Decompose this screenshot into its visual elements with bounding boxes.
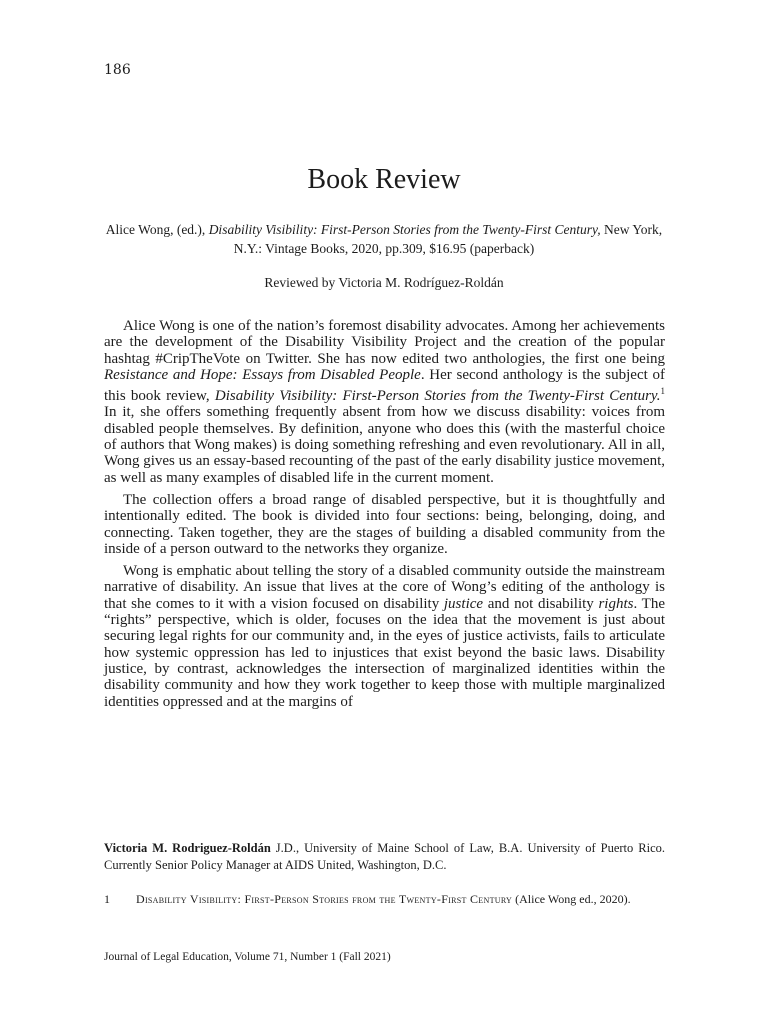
author-note-name: Victoria M. Rodriguez-Roldán (104, 841, 271, 855)
author-note (104, 840, 665, 874)
citation-details: New York, N.Y.: Vintage Books, 2020, pp.309, $16.95 (paperback) (233, 222, 663, 256)
footnote-1 (104, 891, 665, 907)
review-body (104, 318, 665, 716)
p3-italic-rights: rights (598, 595, 634, 612)
author-note-text: J.D., University of Maine School of Law, B.A. University of Puerto Rico. Currently Senior Policy Manager at AIDS United, Washington, D.C. (104, 841, 665, 872)
footnote-rest: (Alice Wong ed., 2020). (512, 892, 631, 906)
p3-text-a: Wong is emphatic about telling the story of a disabled community outside the mainstream narrative of disability. An issue that lives at the core of Wong’s editing of the anthology is that she comes to it with a vision focused on disability (104, 563, 665, 612)
page-number: 186 (104, 62, 131, 78)
p1-italic-title: Resistance and Hope: Essays from Disabled People (104, 366, 421, 383)
p1-italic-book: Disability Visibility: First-Person Stories from the Twenty-First Century. (214, 388, 661, 405)
footnote-text (136, 891, 665, 907)
footnote-title: Disability Visibility: First-Person Stories from the Twenty-First Century (136, 892, 513, 906)
paragraph-2: The collection offers a broad range of disabled perspective, but it is thoughtfully and intentionally edited. The book is divided into four sections: being, belonging, doing, and connecting. Taken together, they are the stages of building a disabled community from the inside of a person outward to the networks they organize. (104, 491, 665, 557)
paragraph-3 (104, 563, 665, 710)
p1-text-e: In it, she offers something frequently absent from how we discuss disability: voices from disabled people themselves. By definition, anyone who does this (with the masterful choice of authors that Wong makes) is doing something refreshing and even revolutionary. All in all, Wong gives us an essay-based recounting of the past of the early disability justice movement, as well as many examples of disabled life in the current moment. (104, 404, 665, 486)
citation-author: Alice Wong, (ed.), (105, 222, 209, 237)
reviewer-line: Reviewed by Victoria M. Rodríguez-Roldán (264, 275, 504, 290)
p3-text-c: and not disability (483, 595, 599, 612)
page-title: Book Review (307, 164, 461, 195)
paragraph-1 (104, 318, 665, 486)
citation-book-title: Disability Visibility: First-Person Stories from the Twenty-First Century, (208, 222, 601, 237)
p1-text-c: . Her second anthology is the subject of this book review, (104, 366, 665, 405)
footnote-number: 1 (104, 892, 110, 906)
journal-citation-footer: Journal of Legal Education, Volume 71, Number 1 (Fall 2021) (104, 951, 391, 963)
p3-text-e: . The “rights” perspective, which is older, focuses on the idea that the movement is just about securing legal rights for our community and, in the eyes of justice activists, fails to articulate how systemic oppression has led to injustices that exist beyond the basic laws. Disability justice, by contrast, acknowledges the intersection of marginalized identities within the disability community and how they work together to keep those with multiple marginalized identities oppressed and at the margins of (104, 595, 665, 710)
book-citation (104, 220, 664, 258)
p1-text-a: Alice Wong is one of the nation’s foremost disability advocates. Among her achievements are the development of the Disability Visibility Project and the creation of the popular hashtag #CripTheVote on Twitter. She has now edited two anthologies, the first one being (104, 318, 665, 367)
p3-italic-justice: justice (443, 595, 484, 612)
footnote-ref-1[interactable]: 1 (660, 386, 666, 397)
